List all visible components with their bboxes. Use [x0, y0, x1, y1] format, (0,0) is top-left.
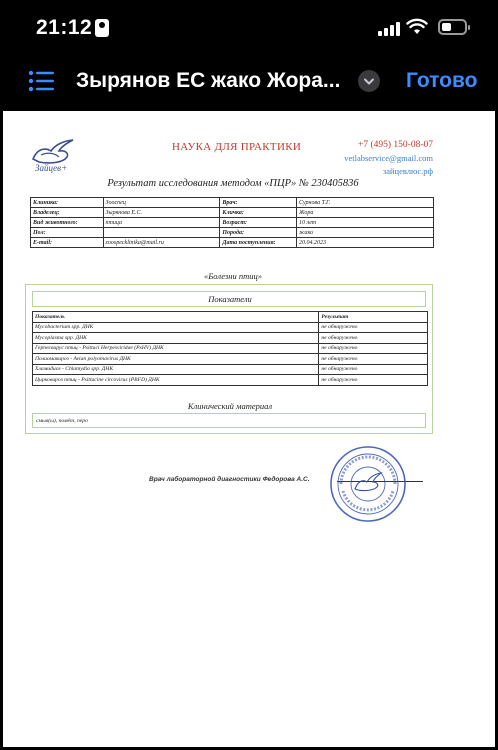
info-value: Зырянова Е.С. [103, 208, 220, 218]
info-key: Порода: [220, 228, 297, 238]
table-row [33, 375, 428, 386]
document-title: Зырянов ЕС жако Жора... [76, 69, 341, 92]
column-header-result: Результат [319, 312, 428, 323]
info-key: Вид животного: [31, 218, 104, 228]
indicator-cell: Mycoplasma spp. ДНК [33, 333, 319, 344]
table-row [33, 364, 428, 375]
table-row [31, 198, 434, 208]
table-row [33, 333, 428, 344]
chevron-down-icon[interactable] [358, 70, 380, 92]
lab-stamp-icon [329, 445, 407, 523]
table-row [33, 322, 428, 333]
indicator-cell: Хламидиоз - Chlamydia spp. ДНК [33, 364, 319, 375]
result-cell: не обнаружено [319, 343, 428, 354]
info-value: жако [296, 228, 433, 238]
wifi-icon [406, 18, 428, 36]
svg-text:Зайцев+: Зайцев+ [35, 163, 68, 173]
status-time: 21:12 [36, 16, 93, 39]
indicator-cell: Цирковироз птиц - Psittacine circovirus (PBFD) ДНК [33, 375, 319, 386]
lab-site: зайцевлюс.рф [382, 166, 433, 176]
info-value: Зооспец [103, 198, 220, 208]
table-row [31, 218, 434, 228]
list-icon[interactable] [28, 70, 54, 92]
lab-name: НАУКА ДЛЯ ПРАКТИКИ [172, 141, 302, 153]
indicator-cell: Герпесвирус птиц - Psittaci Herpesviridae (PsHV) ДНК [33, 343, 319, 354]
info-value: 20.04.2023 [296, 238, 433, 248]
focus-person-icon [95, 19, 109, 37]
info-value: птица [103, 218, 220, 228]
result-cell: не обнаружено [319, 354, 428, 365]
indicator-cell: Полиомавироз - Avian polyomavirus ДНК [33, 354, 319, 365]
result-cell: не обнаружено [319, 375, 428, 386]
status-bar [0, 0, 498, 56]
info-key: Клиника: [31, 198, 104, 208]
info-key: Врач: [220, 198, 297, 208]
results-panel [25, 284, 433, 434]
lab-phone: +7 (495) 150-08-07 [357, 140, 433, 150]
indicators-title: Показатели [208, 294, 252, 304]
patient-info-table [30, 197, 434, 248]
document-page [3, 111, 495, 747]
battery-icon [438, 19, 467, 35]
column-header-indicator: Показатель [33, 312, 319, 323]
hare-logo-icon [29, 137, 79, 173]
lab-contacts [344, 139, 433, 178]
nav-bar [0, 56, 498, 108]
info-key: Кличка: [220, 208, 297, 218]
result-cell: не обнаружено [319, 333, 428, 344]
info-value: zoospecklinika@mail.ru [103, 238, 220, 248]
done-button[interactable]: Готово [406, 69, 478, 92]
info-key: Дата поступления: [220, 238, 297, 248]
info-value: 10 лет [296, 218, 433, 228]
section-title: «Болезни птиц» [204, 271, 262, 281]
clinical-material-title: Клинический материал [187, 401, 273, 411]
table-row [33, 354, 428, 365]
results-table [32, 311, 428, 386]
table-header-row [33, 312, 428, 323]
table-row [33, 343, 428, 354]
info-value: Жора [296, 208, 433, 218]
report-title: Результат исследования методом «ПЦР» № 230405836 [107, 178, 359, 189]
cellular-signal-icon [378, 20, 400, 36]
info-key: E-mail: [31, 238, 104, 248]
result-cell: не обнаружено [319, 364, 428, 375]
table-row [31, 238, 434, 248]
table-row [31, 208, 434, 218]
info-key: Пол: [31, 228, 104, 238]
lab-email: vetlabservice@gmail.com [344, 153, 433, 163]
indicator-cell: Mycobacterium spp. ДНК [33, 322, 319, 333]
info-key: Возраст: [220, 218, 297, 228]
clinical-material-value: смыв(ы), помёт, перо [32, 413, 426, 428]
doctor-signature-text: Врач лабораторной диагностики Федорова А.С. [149, 476, 310, 483]
info-value [103, 228, 220, 238]
table-row [31, 228, 434, 238]
info-value: Сурнова Т.Г. [296, 198, 433, 208]
result-cell: не обнаружено [319, 322, 428, 333]
info-key: Владелец: [31, 208, 104, 218]
